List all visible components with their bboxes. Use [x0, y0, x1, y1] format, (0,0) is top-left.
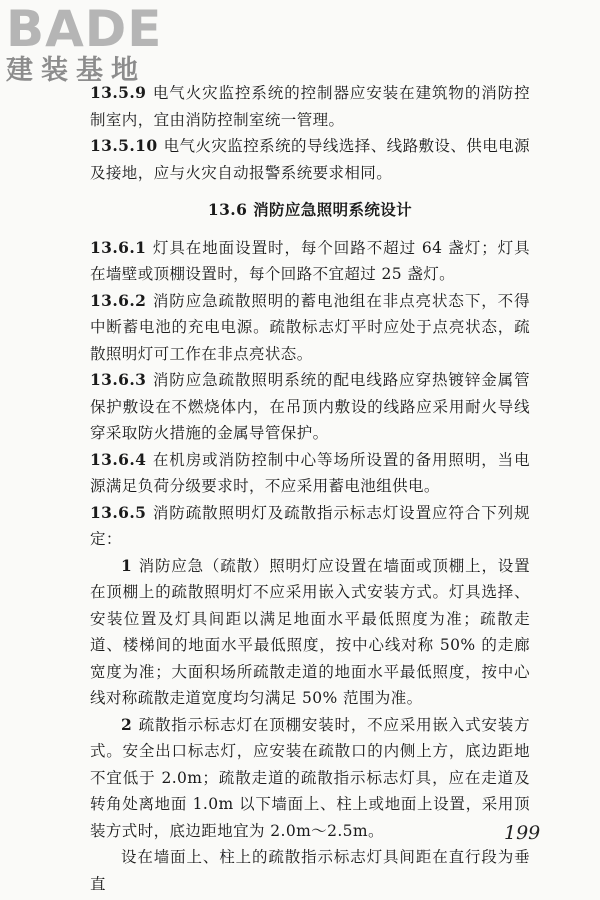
clause-number: 13.6.1 — [90, 237, 147, 257]
clause-text: 电气火灾监控系统的控制器应安装在建筑物的消防控制室内，宜由消防控制室统一管理。 — [90, 84, 530, 129]
watermark-logo — [6, 0, 176, 92]
logo-word: BADE — [6, 0, 163, 58]
clause-13-6-1 — [90, 235, 530, 288]
clause-number: 13.5.10 — [90, 136, 158, 155]
logo-chinese: 建装基地 — [6, 55, 146, 86]
item-number: 1 — [121, 555, 133, 575]
clause-number: 13.5.9 — [90, 83, 147, 102]
page-body — [90, 80, 530, 897]
clause-13-6-4 — [90, 447, 530, 500]
clause-13-6-5 — [90, 500, 530, 553]
list-item-1 — [90, 553, 530, 712]
item-text: 疏散指示标志灯在顶棚安装时，不应采用嵌入式安装方式。安全出口标志灯，应安装在疏散口的内侧上方，底边距地不宜低于 2.0m；疏散走道的疏散指示标志灯具，应在走道及转角处离地面 1.0m 以下墙面上、柱上或地面上设置，采用顶装方式时，底边距地宜为 2.0m～2.5m。 — [90, 715, 530, 840]
clause-13-5-10 — [90, 133, 530, 186]
continuation-paragraph: 设在墙面上、柱上的疏散指示标志灯具间距在直行段为垂直 — [90, 848, 530, 893]
clause-text: 消防疏散照明灯及疏散指示标志灯设置应符合下列规定： — [90, 503, 530, 548]
clause-13-6-2 — [90, 288, 530, 368]
clause-13-6-3 — [90, 367, 530, 447]
clause-number: 13.6.4 — [90, 449, 147, 469]
clause-text: 电气火灾监控系统的导线选择、线路敷设、供电电源及接地，应与火灾自动报警系统要求相同。 — [90, 137, 530, 182]
page-number: 199 — [504, 822, 541, 844]
clause-13-5-9 — [90, 80, 530, 133]
clause-text: 消防应急疏散照明的蓄电池组在非点亮状态下，不得中断蓄电池的充电电源。疏散标志灯平时应处于点亮状态，疏散照明灯可工作在非点亮状态。 — [90, 291, 530, 363]
section-title: 13.6 消防应急照明系统设计 — [207, 200, 413, 219]
clause-text: 灯具在地面设置时，每个回路不超过 64 盏灯；灯具在墙壁或顶棚设置时，每个回路不宜超过 25 盏灯。 — [90, 238, 530, 283]
clause-number: 13.6.5 — [90, 502, 147, 522]
item-number: 2 — [121, 714, 133, 734]
list-item-2 — [90, 712, 530, 845]
clause-text: 消防应急疏散照明系统的配电线路应穿热镀锌金属管保护敷设在不燃烧体内，在吊顶内敷设的线路应采用耐火导线穿采取防火措施的金属导管保护。 — [90, 371, 530, 442]
clause-text: 在机房或消防控制中心等场所设置的备用照明，当电源满足负荷分级要求时，不应采用蓄电池组供电。 — [90, 450, 530, 495]
clause-number: 13.6.2 — [90, 290, 147, 310]
item-text: 消防应急（疏散）照明灯应设置在墙面或顶棚上，设置在顶棚上的疏散照明灯不应采用嵌入式安装方式。灯具选择、安装位置及灯具间距以满足地面水平最低照度为准；疏散走道、楼梯间的地面水平最低照度，按中心线对称 50% 的走廊宽度为准；大面积场所疏散走道的地面水平最低照度，按中心线对称疏散走道宽度均匀满足 50% 范围为准。 — [90, 556, 530, 707]
clause-number: 13.6.3 — [90, 370, 147, 389]
